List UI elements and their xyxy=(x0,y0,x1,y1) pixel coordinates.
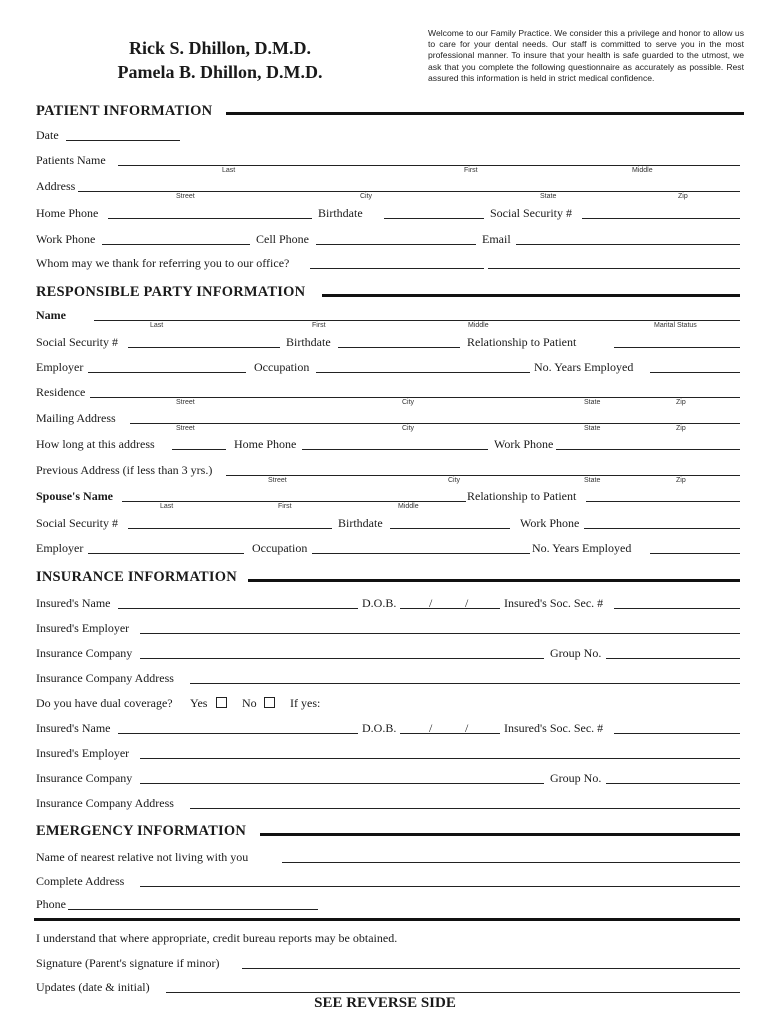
group-label: Group No. xyxy=(550,646,602,660)
section-rule xyxy=(226,112,744,115)
signature-field[interactable] xyxy=(242,968,740,969)
resp-occupation-field[interactable] xyxy=(316,372,530,373)
spouse-occupation-label: Occupation xyxy=(252,541,308,555)
dual-coverage-label: Do you have dual coverage? xyxy=(36,696,173,710)
insured-name-field[interactable] xyxy=(118,608,358,609)
spouse-ssn-field[interactable] xyxy=(128,528,332,529)
spouse-field[interactable] xyxy=(122,501,466,502)
how-long-field[interactable] xyxy=(172,449,226,450)
section-rule xyxy=(260,833,740,836)
insurance-company-field[interactable] xyxy=(140,658,544,659)
sub-city: City xyxy=(360,193,373,200)
dob-label: D.O.B. xyxy=(362,596,397,610)
spouse-birthdate-label: Birthdate xyxy=(338,516,383,530)
welcome-message: Welcome to our Family Practice. We consider this a privilege and honor to allow us to care for your dental needs. Our staff is committed to serve you in the most professional manner. To insure that your health is safe guarded to the utmost, we ask that you complete the following questionnaire as accurately as possible. Rest assured this information is held in strict medical confidence. xyxy=(428,28,744,83)
sub-marital-status: Marital Status xyxy=(654,322,697,329)
relative-label: Name of nearest relative not living with you xyxy=(36,850,249,864)
sub-street: Street xyxy=(176,425,195,432)
address-field[interactable] xyxy=(78,191,740,192)
sub-middle: Middle xyxy=(398,503,419,510)
referral-field-2[interactable] xyxy=(488,268,740,269)
spouse-employer-label: Employer xyxy=(36,541,84,555)
resp-work-phone-field[interactable] xyxy=(556,449,740,450)
insured-ssn-2-field[interactable] xyxy=(614,733,740,734)
sub-first: First xyxy=(278,503,292,510)
date-field[interactable] xyxy=(66,140,180,141)
sub-zip: Zip xyxy=(676,399,686,406)
date-label: Date xyxy=(36,128,59,142)
resp-employer-label: Employer xyxy=(36,360,84,374)
resp-name-label: Name xyxy=(36,308,66,322)
no-checkbox[interactable] xyxy=(264,697,275,708)
sub-first: First xyxy=(464,167,478,174)
sub-last: Last xyxy=(160,503,174,510)
sub-zip: Zip xyxy=(678,193,688,200)
dob-2-label: D.O.B. xyxy=(362,721,397,735)
see-reverse-side: SEE REVERSE SIDE xyxy=(314,995,456,1011)
spouse-work-phone-field[interactable] xyxy=(584,528,740,529)
dob-2-slash-1: / xyxy=(429,721,433,735)
home-phone-field[interactable] xyxy=(108,218,312,219)
previous-address-field[interactable] xyxy=(226,475,740,476)
sub-first: First xyxy=(312,322,326,329)
sub-last: Last xyxy=(222,167,236,174)
spouse-birthdate-field[interactable] xyxy=(390,528,510,529)
complete-address-field[interactable] xyxy=(140,886,740,887)
ssn-label: Social Security # xyxy=(490,206,572,220)
sub-city: City xyxy=(402,399,415,406)
insured-ssn-label: Insured's Soc. Sec. # xyxy=(504,596,604,610)
referral-field[interactable] xyxy=(310,268,484,269)
birthdate-label: Birthdate xyxy=(318,206,363,220)
resp-name-field[interactable] xyxy=(94,320,740,321)
section-rule xyxy=(248,579,740,582)
resp-ssn-field[interactable] xyxy=(128,347,280,348)
insurance-company-label: Insurance Company xyxy=(36,646,133,660)
emergency-phone-field[interactable] xyxy=(68,909,318,910)
if-yes-label: If yes: xyxy=(290,696,321,710)
resp-home-phone-field[interactable] xyxy=(302,449,488,450)
relative-field[interactable] xyxy=(282,862,740,863)
sub-middle: Middle xyxy=(632,167,653,174)
sub-middle: Middle xyxy=(468,322,489,329)
sub-state: State xyxy=(540,193,557,200)
resp-employer-field[interactable] xyxy=(88,372,246,373)
insured-name-label: Insured's Name xyxy=(36,596,111,610)
consent-text: I understand that where appropriate, credit bureau reports may be obtained. xyxy=(36,931,398,945)
emergency-phone-label: Phone xyxy=(36,897,66,911)
insurance-company-2-label: Insurance Company xyxy=(36,771,133,785)
resp-years-label: No. Years Employed xyxy=(534,360,634,374)
spouse-occupation-field[interactable] xyxy=(312,553,530,554)
resp-years-field[interactable] xyxy=(650,372,740,373)
group-2-label: Group No. xyxy=(550,771,602,785)
how-long-label: How long at this address xyxy=(36,437,155,451)
spouse-relationship-label: Relationship to Patient xyxy=(467,489,577,503)
resp-relationship-field[interactable] xyxy=(614,347,740,348)
mailing-field[interactable] xyxy=(130,423,740,424)
birthdate-field[interactable] xyxy=(384,218,484,219)
yes-label: Yes xyxy=(190,696,208,710)
address-label: Address xyxy=(36,179,76,193)
spouse-employer-field[interactable] xyxy=(88,553,244,554)
sub-zip: Zip xyxy=(676,425,686,432)
dob-slash-2: / xyxy=(465,596,469,610)
section-title-responsible: RESPONSIBLE PARTY INFORMATION xyxy=(36,284,306,300)
sub-city: City xyxy=(448,477,461,484)
home-phone-label: Home Phone xyxy=(36,206,99,220)
doctor-name-1: Rick S. Dhillon, D.M.D. xyxy=(128,38,312,58)
section-title-insurance: INSURANCE INFORMATION xyxy=(36,569,237,585)
sub-zip: Zip xyxy=(676,477,686,484)
doctor-name-2: Pamela B. Dhillon, D.M.D. xyxy=(117,62,323,82)
resp-relationship-label: Relationship to Patient xyxy=(467,335,577,349)
insured-employer-2-label: Insured's Employer xyxy=(36,746,130,760)
divider xyxy=(34,918,740,921)
section-rule xyxy=(322,294,740,297)
cell-phone-label: Cell Phone xyxy=(256,232,309,246)
sub-city: City xyxy=(402,425,415,432)
spouse-years-label: No. Years Employed xyxy=(532,541,632,555)
resp-home-phone-label: Home Phone xyxy=(234,437,297,451)
dob-2-field[interactable] xyxy=(400,733,500,734)
email-field[interactable] xyxy=(516,244,740,245)
referral-label: Whom may we thank for referring you to our office? xyxy=(36,256,290,270)
sub-street: Street xyxy=(268,477,287,484)
dob-field[interactable] xyxy=(400,608,500,609)
insured-employer-field[interactable] xyxy=(140,633,740,634)
patient-name-label: Patients Name xyxy=(36,153,106,167)
no-label: No xyxy=(242,696,257,710)
insured-ssn-field[interactable] xyxy=(614,608,740,609)
cell-phone-field[interactable] xyxy=(316,244,476,245)
sub-state: State xyxy=(584,477,601,484)
work-phone-label: Work Phone xyxy=(36,232,96,246)
patient-name-field[interactable] xyxy=(118,165,740,166)
previous-address-label: Previous Address (if less than 3 yrs.) xyxy=(36,463,213,477)
yes-checkbox[interactable] xyxy=(216,697,227,708)
resp-birthdate-field[interactable] xyxy=(338,347,460,348)
mailing-label: Mailing Address xyxy=(36,411,116,425)
dob-2-slash-2: / xyxy=(465,721,469,735)
company-address-label: Insurance Company Address xyxy=(36,671,174,685)
section-title-emergency: EMERGENCY INFORMATION xyxy=(36,823,247,839)
group-2-field[interactable] xyxy=(606,783,740,784)
spouse-years-field[interactable] xyxy=(650,553,740,554)
spouse-ssn-label: Social Security # xyxy=(36,516,118,530)
spouse-work-phone-label: Work Phone xyxy=(520,516,580,530)
ssn-field[interactable] xyxy=(582,218,740,219)
sub-street: Street xyxy=(176,193,195,200)
company-address-field[interactable] xyxy=(190,683,740,684)
updates-field[interactable] xyxy=(166,992,740,993)
spouse-label: Spouse's Name xyxy=(36,489,114,503)
dob-slash-1: / xyxy=(429,596,433,610)
sub-state: State xyxy=(584,425,601,432)
insured-name-2-field[interactable] xyxy=(118,733,358,734)
work-phone-field[interactable] xyxy=(102,244,250,245)
section-title-patient: PATIENT INFORMATION xyxy=(36,103,213,119)
resp-work-phone-label: Work Phone xyxy=(494,437,554,451)
insured-employer-2-field[interactable] xyxy=(140,758,740,759)
resp-ssn-label: Social Security # xyxy=(36,335,118,349)
insurance-company-2-field[interactable] xyxy=(140,783,544,784)
spouse-relationship-field[interactable] xyxy=(586,501,740,502)
insured-ssn-2-label: Insured's Soc. Sec. # xyxy=(504,721,604,735)
email-label: Email xyxy=(482,232,511,246)
residence-field[interactable] xyxy=(90,397,740,398)
company-address-2-field[interactable] xyxy=(190,808,740,809)
signature-label: Signature (Parent's signature if minor) xyxy=(36,956,220,970)
insured-name-2-label: Insured's Name xyxy=(36,721,111,735)
residence-label: Residence xyxy=(36,385,86,399)
sub-state: State xyxy=(584,399,601,406)
complete-address-label: Complete Address xyxy=(36,874,125,888)
group-field[interactable] xyxy=(606,658,740,659)
resp-occupation-label: Occupation xyxy=(254,360,310,374)
company-address-2-label: Insurance Company Address xyxy=(36,796,174,810)
insured-employer-label: Insured's Employer xyxy=(36,621,130,635)
resp-birthdate-label: Birthdate xyxy=(286,335,331,349)
sub-street: Street xyxy=(176,399,195,406)
sub-last: Last xyxy=(150,322,164,329)
updates-label: Updates (date & initial) xyxy=(36,980,150,994)
